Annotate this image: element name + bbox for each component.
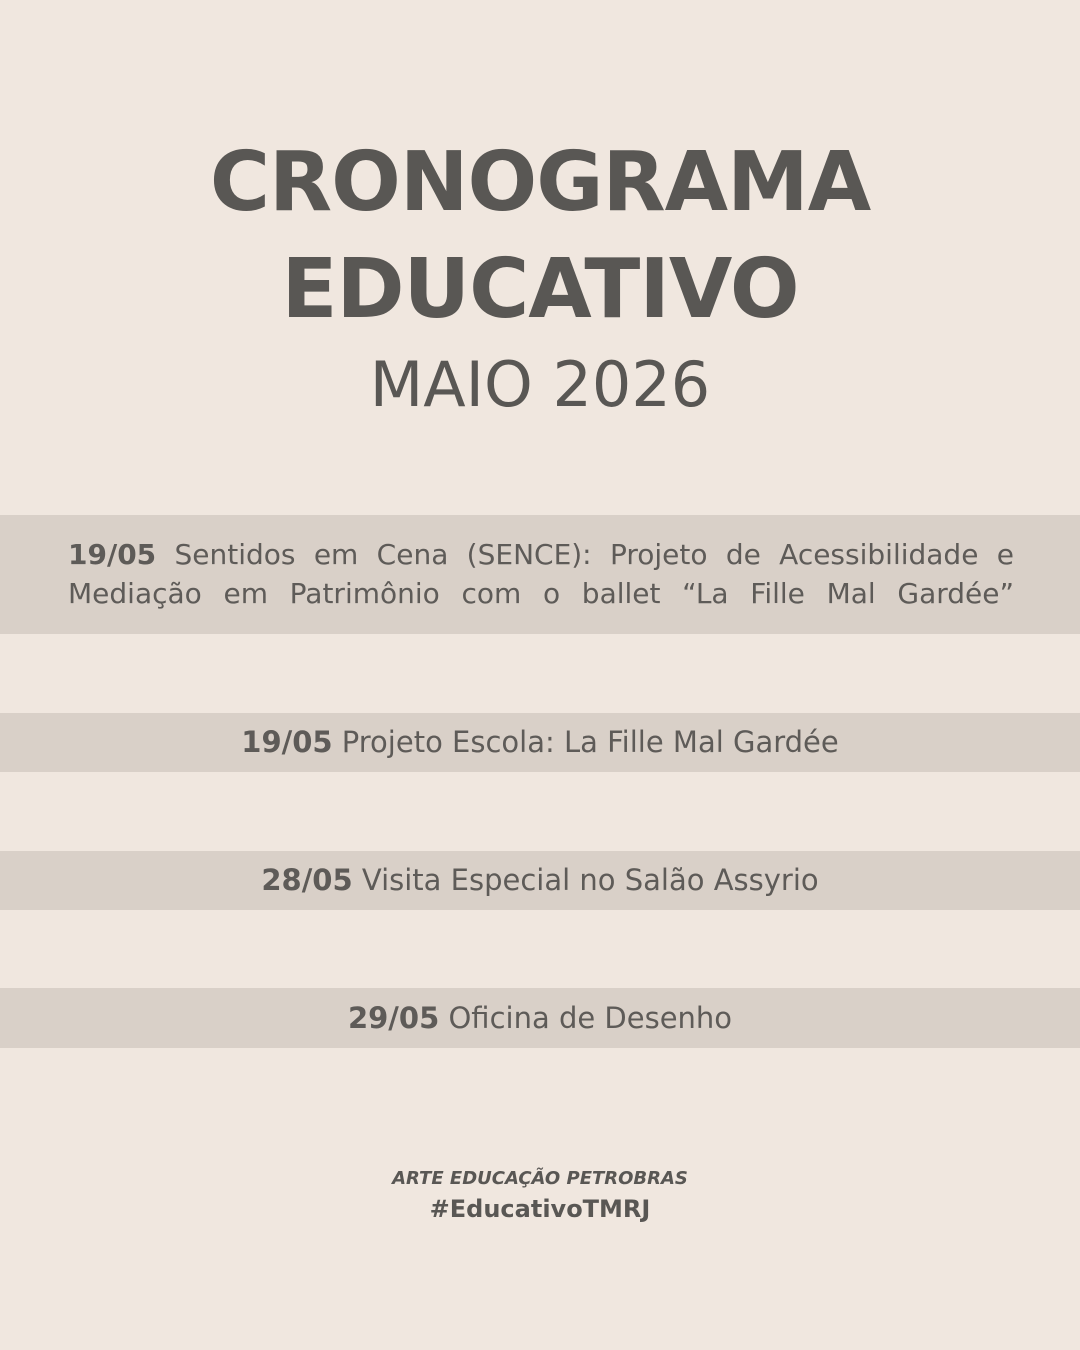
footer-hashtag: #EducativoTMRJ xyxy=(429,1195,651,1223)
event-title: Projeto Escola: La Fille Mal Gardée xyxy=(341,725,839,759)
event-date: 19/05 xyxy=(68,538,157,571)
page-title-line-2: EDUCATIVO xyxy=(281,242,799,337)
event-date: 29/05 xyxy=(347,1001,440,1035)
event-date: 28/05 xyxy=(261,863,353,897)
event-title: Oficina de Desenho xyxy=(448,1001,733,1035)
event-title: Sentidos em Cena (SENCE): Projeto de Acessibilidade e xyxy=(174,538,1014,571)
event-title: Visita Especial no Salão Assyrio xyxy=(361,863,819,897)
event-item-2 xyxy=(0,713,1080,772)
event-item-4 xyxy=(0,988,1080,1048)
event-item-1 xyxy=(0,515,1080,634)
event-item-3 xyxy=(0,851,1080,910)
page-title-line-1: CRONOGRAMA xyxy=(209,135,871,230)
footer-organization: ARTE EDUCAÇÃO PETROBRAS xyxy=(392,1168,688,1189)
page-subtitle: MAIO 2026 xyxy=(369,348,711,421)
event-date: 19/05 xyxy=(241,725,333,759)
event-line-1 xyxy=(68,535,1014,574)
event-line-2: Mediação em Patrimônio com o ballet “La Fille Mal Gardée” xyxy=(68,577,1014,610)
